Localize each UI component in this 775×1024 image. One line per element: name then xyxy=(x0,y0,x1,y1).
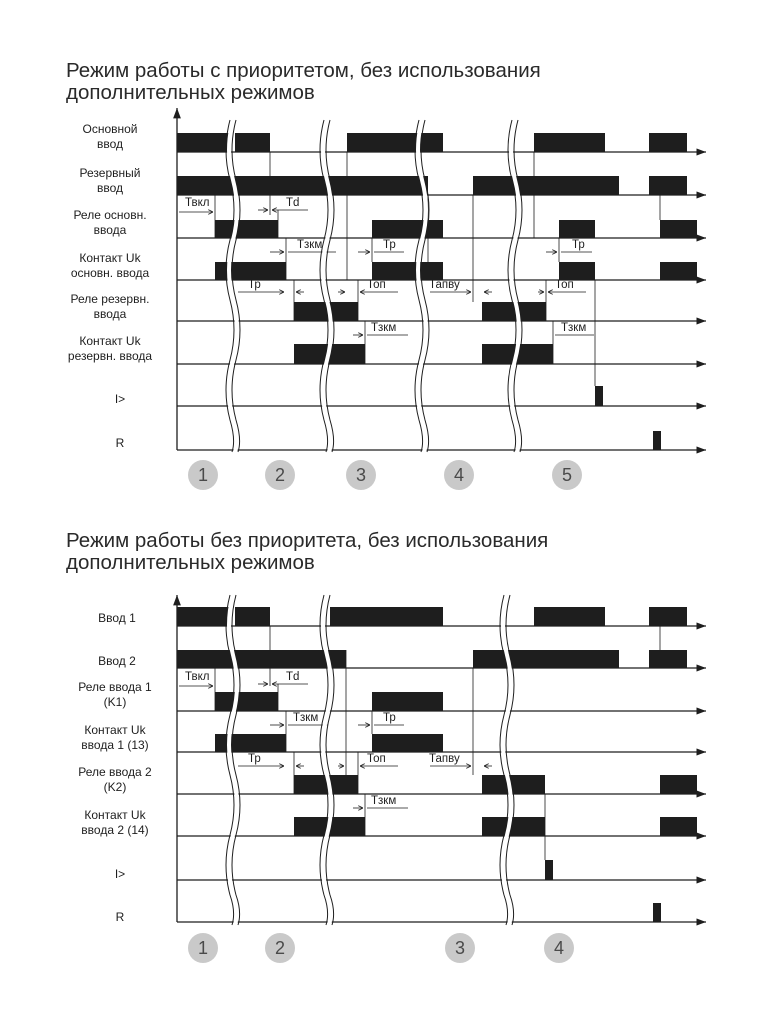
time-label: Td xyxy=(286,197,300,209)
time-label: Тр xyxy=(248,753,261,765)
stage-marker: 1 xyxy=(188,933,218,963)
row-label-contact-1: Контакт Uk ввода 1 (13) xyxy=(81,723,149,752)
time-label: Тапву xyxy=(429,753,460,765)
row-label-input-1: Ввод 1 xyxy=(98,611,136,625)
time-label: Топ xyxy=(367,753,386,765)
row-label-relay-1: Реле ввода 1 (K1) xyxy=(78,680,152,709)
pulse-input-2 xyxy=(473,650,619,668)
time-label: Топ xyxy=(367,279,386,291)
time-label: Тзкм xyxy=(561,322,587,334)
pulse-input-2 xyxy=(649,650,687,668)
stage-marker: 2 xyxy=(265,460,295,490)
time-label: Тр xyxy=(383,712,396,724)
time-label: Тзкм xyxy=(297,239,323,251)
row-label-overcurrent: I> xyxy=(114,867,126,881)
row-label-overcurrent: I> xyxy=(114,392,126,406)
stage-marker: 1 xyxy=(188,460,218,490)
time-label: Тр xyxy=(572,239,585,251)
diagram-title: Режим работы без приоритета, без использования дополнительных режимов xyxy=(66,529,549,574)
pulse-overcurrent xyxy=(545,860,553,880)
time-label: Тапву xyxy=(429,279,460,291)
pulse-relay-1 xyxy=(215,692,278,711)
time-label: Тзкм xyxy=(371,322,397,334)
time-label: Тр xyxy=(248,279,261,291)
stage-marker: 5 xyxy=(552,460,582,490)
pulse-relay-1 xyxy=(372,692,443,711)
time-label: Топ xyxy=(555,279,574,291)
stage-marker: 2 xyxy=(265,933,295,963)
pulse-input-1 xyxy=(235,607,270,626)
row-label-contact-2: Контакт Uk ввода 2 (14) xyxy=(81,808,149,837)
time-label: Td xyxy=(286,671,300,683)
pulse-relay-2 xyxy=(660,775,697,794)
pulse-contact-1 xyxy=(372,734,443,752)
pulse-input-1 xyxy=(534,607,605,626)
row-label-reserve-relay: Реле резервн. ввода xyxy=(70,292,150,321)
pulse-input-2 xyxy=(177,650,346,668)
pulse-input-1 xyxy=(330,607,443,626)
time-label: Твкл xyxy=(185,671,210,683)
time-label: Тзкм xyxy=(293,712,319,724)
diagram-title: Режим работы с приоритетом, без использования дополнительных режимов xyxy=(66,59,541,104)
pulse-contact-2 xyxy=(660,817,697,836)
row-label-main-relay: Реле основн. ввода xyxy=(73,208,147,237)
stage-marker: 3 xyxy=(346,460,376,490)
time-label: Тр xyxy=(383,239,396,251)
row-label-main-contact: Контакт Uk основн. ввода xyxy=(70,251,150,280)
pulse-reset xyxy=(653,903,661,922)
pulse-input-1 xyxy=(649,607,687,626)
row-label-reserve-input: Резервный ввод xyxy=(79,166,141,195)
time-label: Твкл xyxy=(185,197,210,209)
stage-marker: 3 xyxy=(445,933,475,963)
row-label-input-2: Ввод 2 xyxy=(98,654,136,668)
time-label: Тзкм xyxy=(371,795,397,807)
row-label-reset: R xyxy=(115,436,125,450)
stage-marker: 4 xyxy=(444,460,474,490)
stage-marker: 4 xyxy=(544,933,574,963)
row-label-reset: R xyxy=(115,910,125,924)
pulse-input-1 xyxy=(177,607,229,626)
row-label-main-input: Основной ввод xyxy=(82,122,138,151)
row-label-relay-2: Реле ввода 2 (K2) xyxy=(78,765,152,794)
row-label-reserve-contact: Контакт Uk резервн. ввода xyxy=(67,334,153,363)
